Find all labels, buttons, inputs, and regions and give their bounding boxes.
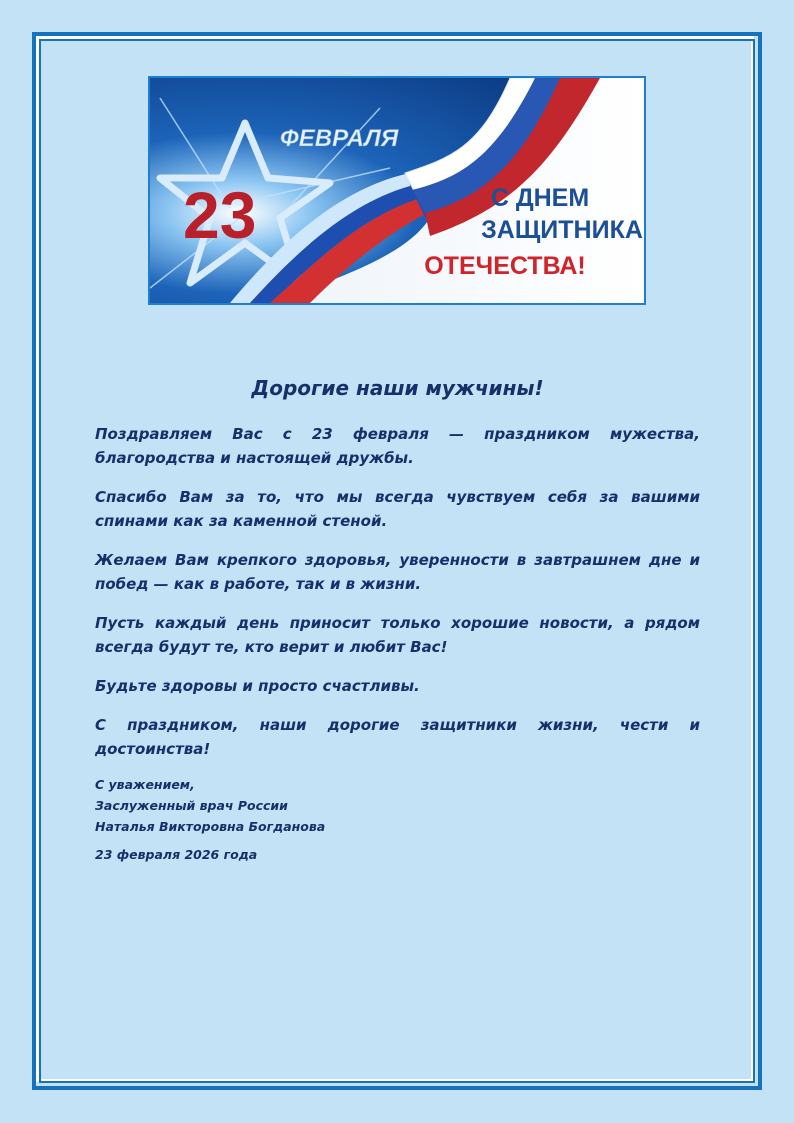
- paragraph: Пусть каждый день приносит только хорошие новости, а рядом всегда будут те, кто верит и любит Вас!: [95, 614, 700, 656]
- banner-line3: ОТЕЧЕСТВА!: [424, 252, 586, 280]
- banner-month: ФЕВРАЛЯ: [280, 125, 399, 152]
- signature-position: Заслуженный врач России: [95, 798, 288, 813]
- paragraph: Спасибо Вам за то, что мы всегда чувствуем себя за вашими спинами как за каменной стеной.: [95, 488, 700, 530]
- holiday-banner: [148, 76, 646, 305]
- banner-day: 23: [183, 178, 257, 252]
- signature: [95, 774, 700, 837]
- paragraph: Желаем Вам крепкого здоровья, уверенности в завтрашнем дне и побед — как в работе, так и в жизни.: [95, 551, 700, 593]
- letter-title: Дорогие наши мужчины!: [251, 376, 544, 400]
- paragraph: С праздником, наши дорогие защитники жизни, чести и достоинства!: [95, 716, 700, 758]
- paragraph: Будьте здоровы и просто счастливы.: [95, 677, 420, 695]
- banner-line1: С ДНЕМ: [490, 184, 590, 212]
- paragraph: Поздравляем Вас с 23 февраля — праздником мужества, благородства и настоящей дружбы.: [95, 425, 700, 467]
- banner-line2: ЗАЩИТНИКА: [481, 216, 643, 244]
- letter-date: 23 февраля 2026 года: [95, 847, 258, 862]
- banner-graphic: [150, 78, 644, 303]
- letter-body: [95, 376, 700, 862]
- signature-name: Наталья Викторовна Богданова: [95, 819, 326, 834]
- signature-regards: С уважением,: [95, 777, 195, 792]
